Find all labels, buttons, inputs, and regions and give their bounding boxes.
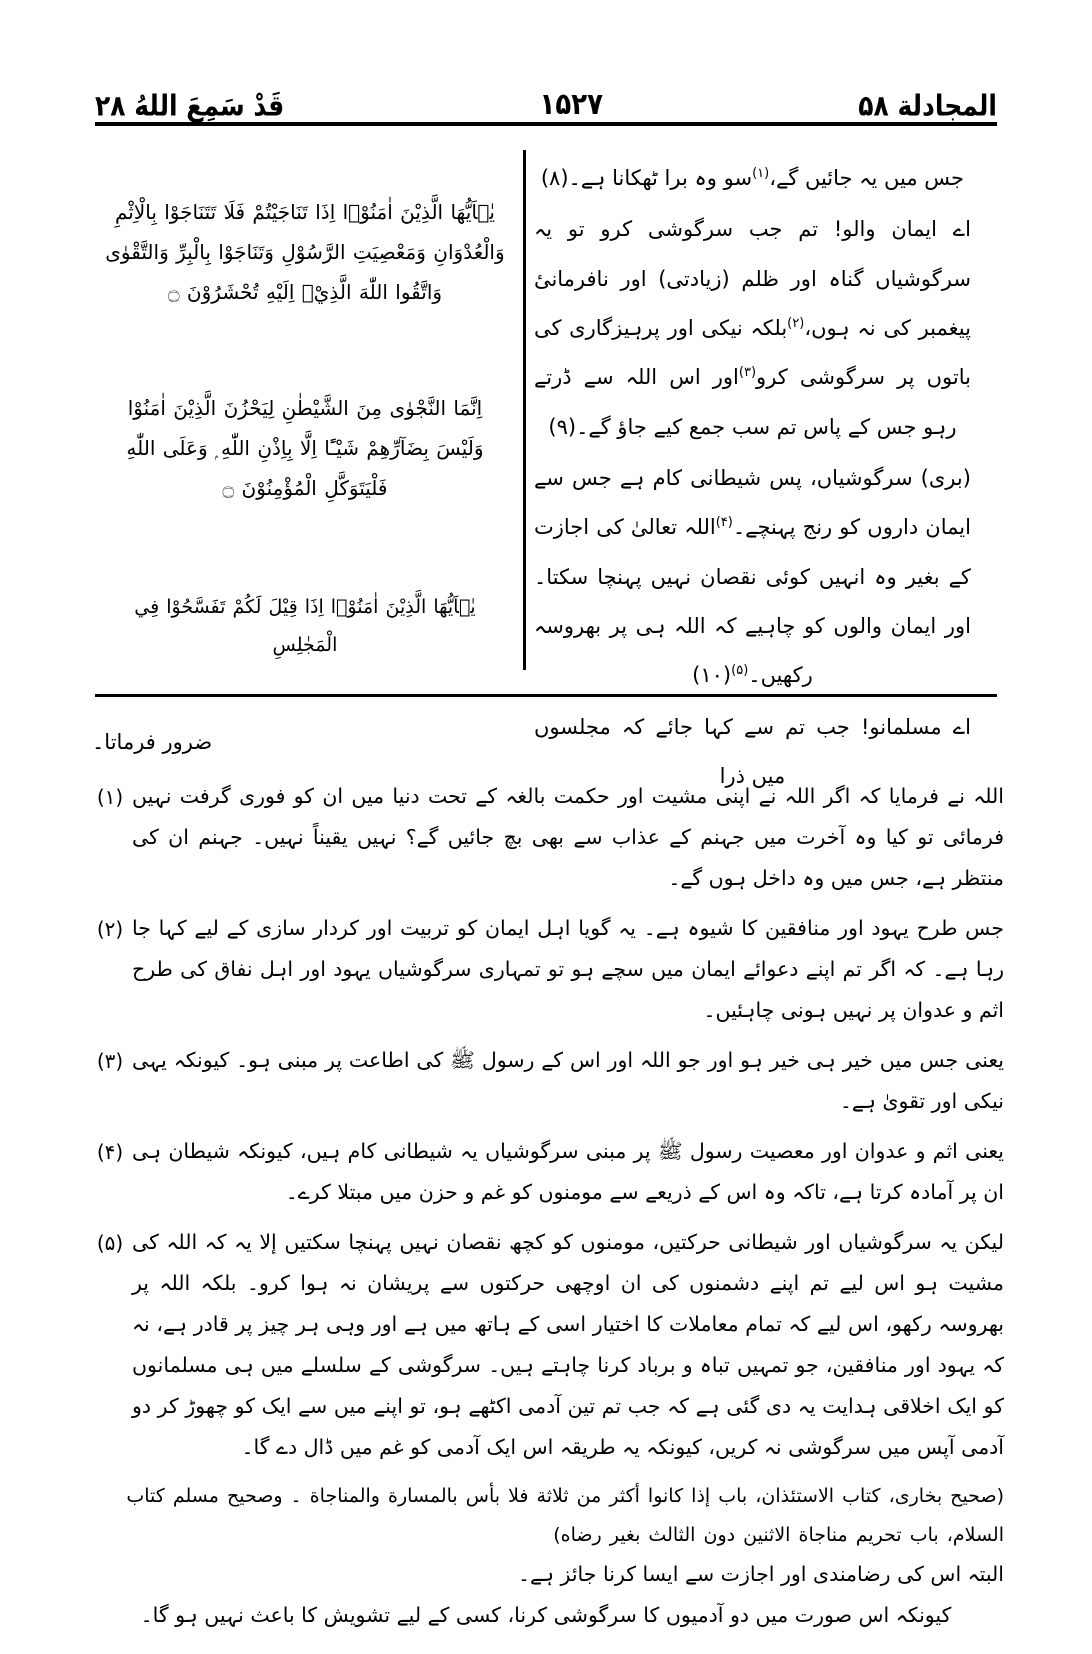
note-item (88, 1040, 1004, 1122)
footnote-marker-1: (۱) (752, 166, 770, 181)
translation-segment: (۱۰) (692, 663, 732, 688)
note-number: (۱) (96, 784, 124, 809)
page-header (95, 70, 997, 123)
translation-segment: بلکہ نیکی اور پرہیزگاری کی باتوں پر سرگوشی کرو (533, 316, 971, 390)
note-text: لیکن یہ سرگوشیاں اور شیطانی حرکتیں، مومنوں کو کچھ نقصان نہیں پہنچا سکتیں إلا یہ کہ اللہ کی مشیت ہو اس لیے تم اپنے دشمنوں کی ان اوچھی حرکتوں سے پریشان نہ ہوا کرو۔ بلکہ اللہ پر بھروسہ رکھو، اس لیے کہ تمام معاملات کا اختیار اسی کے ہاتھ میں ہے اور وہی ہر چیز پر قادر ہے، نہ کہ یہود اور منافقین، جو تمہیں تباہ و برباد کرنا چاہتے ہیں۔ سرگوشی کے سلسلے میں ہی مسلمانوں کو ایک اخلاقی ہدایت یہ دی گئی ہے کہ جب تم تین آدمی اکٹھے ہو، تو اپنے میں سے ایک کو چھوڑ کر دو آدمی آپس میں سرگوشی نہ کریں، کیونکہ یہ طریقہ اس ایک آدمی کو غم میں ڈال دے گا۔ (132, 1229, 1004, 1459)
quran-verse-10: اِنَّمَا النَّجْوٰى مِنَ الشَّيْطٰنِ لِيَحْزُنَ الَّذِيْنَ اٰمَنُوْا وَلَيْسَ بِضَآرِّهِمْ شَيْـًٔا اِلَّا بِاِذْنِ اللّٰهِ ۭ وَعَلَى اللّٰهِ فَلْيَتَوَكَّلِ الْمُؤْمِنُوْنَ ۝ (126, 396, 484, 500)
translation-segment: اے مسلمانو! جب تم سے کہا جائے کہ مجلسوں میں ذرا (533, 714, 971, 789)
translation-segment: اور اس اللہ سے ڈرتے رہو جس کے پاس تم سب جمع کیے جاؤ گے۔(۹) (533, 365, 957, 439)
footnote-marker-4: (۴) (715, 515, 733, 531)
note-text: یعنی جس میں خیر ہی خیر ہو اور جو اللہ اور اس کے رسول ﷺ کی اطاعت پر مبنی ہو۔ کیونکہ یہی نیکی اور تقویٰ ہے۔ (132, 1047, 1004, 1113)
note-text: یعنی اثم و عدوان اور معصیت رسول ﷺ پر مبنی سرگوشیاں یہ شیطانی کام ہیں، کیونکہ شیطان ہی ان پر آمادہ کرتا ہے، تاکہ وہ اس کے ذریعے سے مومنوں کو غم و حزن میں مبتلا کرے۔ (132, 1138, 1004, 1204)
header-para-title: قَدْ سَمِعَ اللهُ ۲۸ (95, 88, 285, 123)
note-text: اللہ نے فرمایا کہ اگر اللہ نے اپنی مشیت اور حکمت بالغہ کے تحت دنیا میں ان کو فوری گرفت نہیں فرمائی تو کیا وہ آخرت میں جہنم کے عذاب سے بھی بچ جائیں گے؟ نہیں یقیناً نہیں۔ جہنم ان کی منتظر ہے، جس میں وہ داخل ہوں گے۔ (132, 783, 1004, 890)
translation-segment: اللہ تعالیٰ کی اجازت کے بغیر وہ انہیں کوئی نقصان نہیں پہنچا سکتا۔ اور ایمان والوں کو چاہیے کہ اللہ ہی پر بھروسہ رکھیں۔ (533, 515, 971, 688)
note-item (88, 908, 1004, 1031)
column-divider-rule (523, 150, 526, 670)
note-item (88, 1131, 1004, 1213)
translation-segment: سو وہ برا ٹھکانا ہے۔(۸) (540, 166, 753, 190)
quran-verse-11: يٰۤاَيُّهَا الَّذِيْنَ اٰمَنُوْۤا اِذَا قِيْلَ لَكُمْ تَفَسَّحُوْا فِي الْمَجٰلِسِ (134, 596, 476, 656)
translation-segment: اے ایمان والو! تم جب سرگوشی کرو تو یہ سرگوشیاں گناہ اور ظلم (زیادتی) اور نافرمانیٔ پیغمبر کی نہ ہوں، (533, 217, 971, 341)
translation-line (534, 154, 971, 203)
closing-line-1: البتہ اس کی رضامندی اور اجازت سے ایسا کرنا جائز ہے۔ (517, 1562, 1004, 1587)
note-text: جس طرح یہود اور منافقین کا شیوہ ہے۔ یہ گویا اہل ایمان کو تربیت اور کردار سازی کے لیے کہا جا رہا ہے۔ کہ اگر تم اپنے دعوائے ایمان میں سچے ہو تو تمہاری سرگوشیاں یہود اور اہل نفاق کی طرح اثم و عدوان پر نہیں ہونی چاہئیں۔ (132, 915, 1004, 1022)
note-item (88, 776, 1004, 899)
note-number: (۲) (96, 916, 124, 941)
translation-line (534, 454, 971, 701)
header-surah-title: المجادلة ۵۸ (858, 88, 997, 123)
translation-line (534, 205, 971, 452)
footnote-marker-3: (۳) (738, 365, 757, 381)
commentary-notes (88, 726, 1004, 1628)
quran-arabic-column (95, 150, 519, 670)
translation-segment: جس میں یہ جائیں گے، (769, 166, 965, 190)
urdu-translation-column (530, 150, 981, 789)
header-divider-rule (95, 122, 997, 126)
note-number: (۳) (96, 1048, 124, 1073)
note-number: (۵) (96, 1230, 124, 1255)
closing-line-2: کیونکہ اس صورت میں دو آدمیوں کا سرگوشی کرنا، کسی کے لیے تشویش کا باعث نہیں ہو گا۔ (140, 1603, 952, 1628)
note-item (88, 1222, 1004, 1468)
footnote-marker-2: (۲) (787, 316, 805, 332)
note-lead-line: ضرور فرماتا۔ (92, 730, 213, 754)
hadith-source-citation: (صحیح بخاری، کتاب الاستئذان، باب إذا کانوا أکثر من ثلاثة فلا بأس بالمسارة والمناجاة ۔ وصحیح مسلم کتاب السلام، باب تحریم مناجاة الاثنین دون الثالث بغیر رضاه) (126, 1484, 1004, 1546)
translation-segment: (بری) سرگوشیاں، پس شیطانی کام ہے جس سے ایمان داروں کو رنج پہنچے۔ (533, 466, 971, 540)
header-page-number: ۱۵۲۷ (539, 87, 603, 123)
translation-text (534, 154, 971, 801)
commentary-divider-rule (95, 694, 997, 697)
footnote-marker-5: (۵) (731, 663, 749, 679)
quran-verse-9: يٰۤاَيُّهَا الَّذِيْنَ اٰمَنُوْۤا اِذَا تَنَاجَيْتُمْ فَلَا تَتَنَاجَوْا بِالْاِثْمِ وَالْعُدْوَانِ وَمَعْصِيَتِ الرَّسُوْلِ وَتَنَاجَوْا بِالْبِرِّ وَالتَّقْوٰى وَاتَّقُوا اللّٰهَ الَّذِيْۤ اِلَيْهِ تُحْشَرُوْنَ ۝ (105, 200, 505, 304)
note-number: (۴) (96, 1139, 124, 1164)
